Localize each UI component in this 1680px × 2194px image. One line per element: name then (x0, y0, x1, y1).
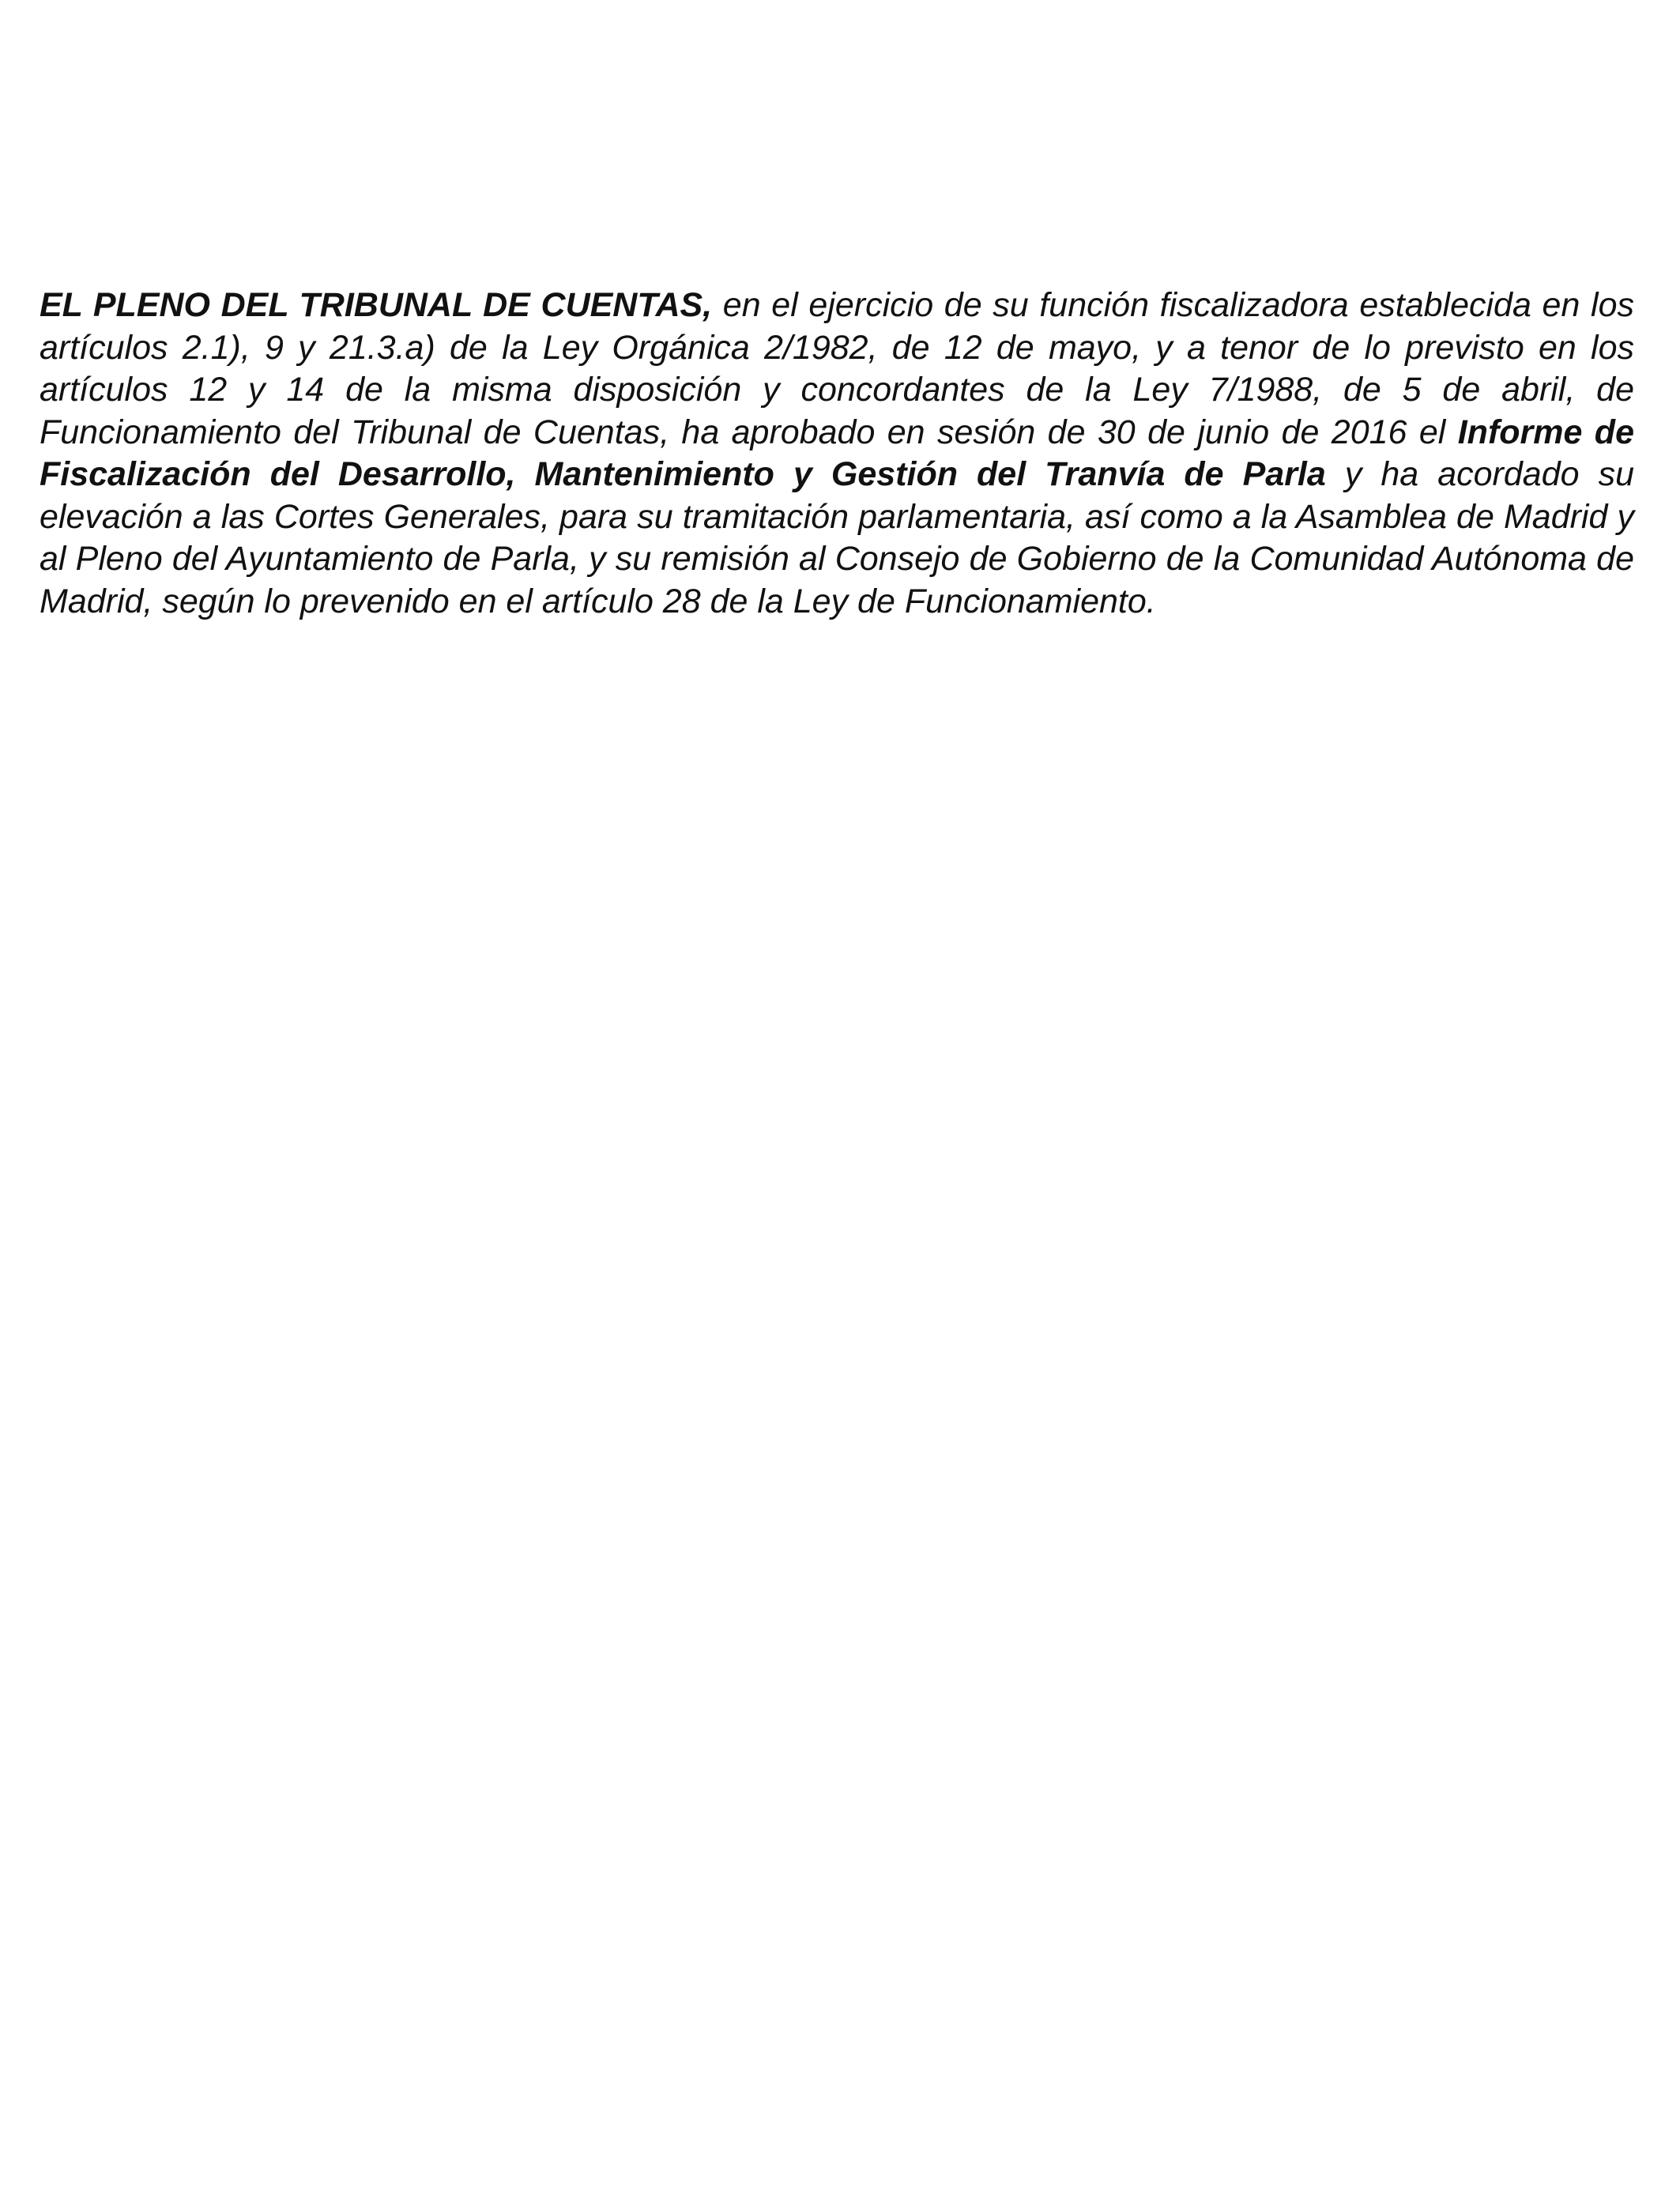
resolution-paragraph (40, 285, 1634, 623)
paragraph-text-part-2: y ha acordado su elevación a las Cortes Generales, para su tramitación parlamentaria, así como a la Asamblea de Madrid y al Pleno del Ayuntamiento de Parla, y su remisión al Consejo de Gobierno de la Comunidad Autónoma de Madrid, según lo prevenido en el artículo 28 de la Ley de Funcionamiento. (40, 455, 1634, 620)
report-title: Informe de Fiscalización del Desarrollo, Mantenimiento y Gestión del Tranvía de Parla (40, 413, 1634, 493)
paragraph-text-part-1: en el ejercicio de su función fiscalizadora establecida en los artículos 2.1), 9 y 21.3.a) de la Ley Orgánica 2/1982, de 12 de mayo, y a tenor de lo previsto en los artículos 12 y 14 de la misma disposición y concordantes de la Ley 7/1988, de 5 de abril, de Funcionamiento del Tribunal de Cuentas, ha aprobado en sesión de 30 de junio de 2016 el (40, 286, 1634, 451)
issuing-body: EL PLENO DEL TRIBUNAL DE CUENTAS, (40, 286, 713, 324)
